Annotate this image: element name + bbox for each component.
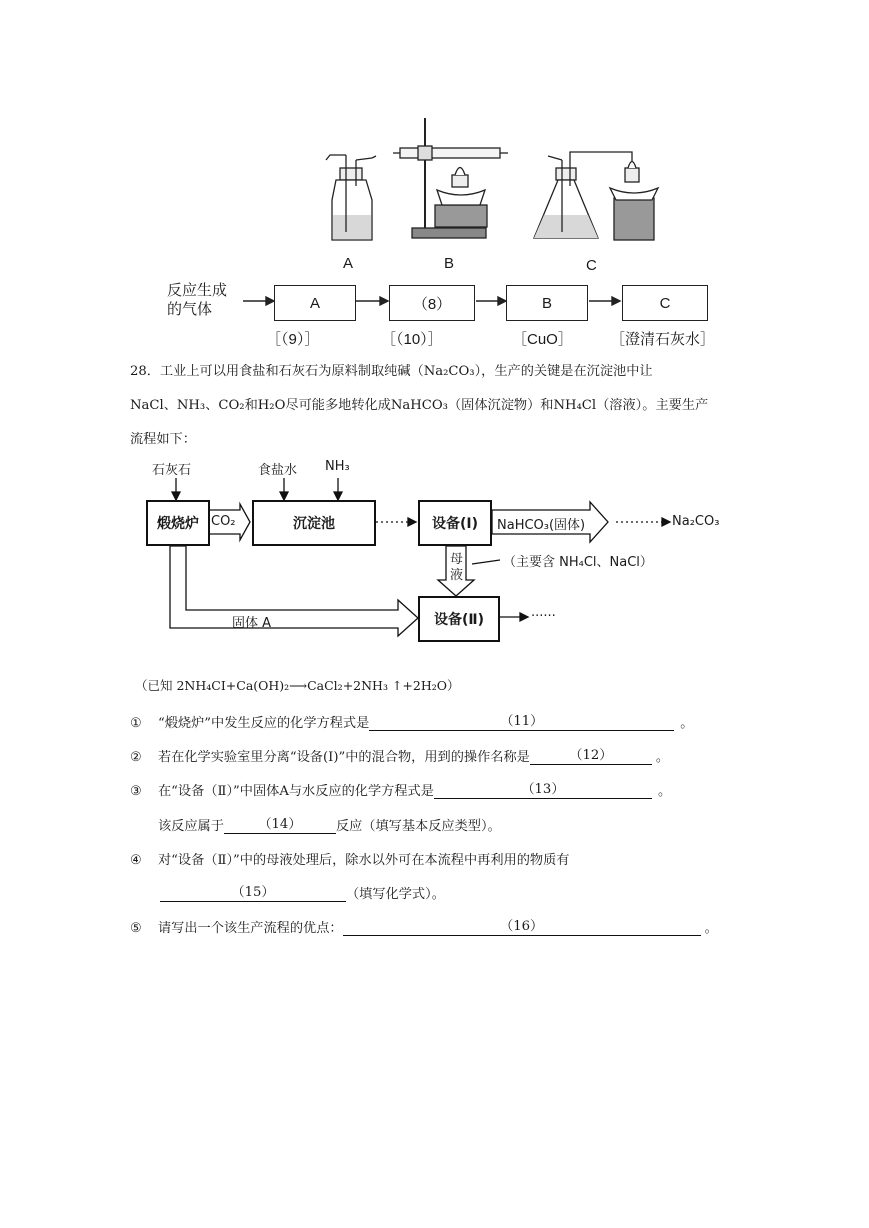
answer-blank-13[interactable]: （13） [434,782,652,799]
question-11 [130,712,693,731]
bracket-cuo: ［CuO］ [512,331,573,348]
question-text: 对“设备（Ⅱ）”中的母液处理后，除水以外可在本流程中再利用的物质有 [158,853,570,868]
question-end: 反应（填写基本反应类型）。 [335,819,501,834]
question-end: 。 [704,921,718,936]
flow-final-product: Na₂CO₃ [672,514,720,529]
gas-box-a: A [274,285,356,321]
gas-start-label-2: 的气体 [167,301,213,318]
question-text: 请写出一个该生产流程的优点： [158,921,343,936]
question-number: ③ [130,784,142,799]
question-14 [158,815,501,834]
tube-and-burner-b [393,118,508,238]
q28-line-2: NaCl、NH₃、CO₂和H₂O尽可能多地转化成NaHCO₃（固体沉淀物）和NH₄Cl（溶液）。主要生产 [130,398,709,413]
question-number: ① [130,716,142,731]
flow-mother-liquor-2: 液 [450,568,464,583]
flow-dots: ······ [531,609,556,624]
question-12 [130,746,669,765]
question-end: 。 [680,716,694,731]
question-end: 。 [657,784,672,799]
flow-co2-label: CO₂ [211,514,236,529]
flow-device-1: 设备(Ⅰ) [418,500,492,546]
flask-and-burner-c [534,152,658,240]
question-13 [130,780,671,799]
flow-input-brine: 食盐水 [258,463,298,478]
gas-washing-bottle-a [326,155,376,240]
flow-mother-note: （主要含 NH₄Cl、NaCl） [503,555,653,570]
question-number: ⑤ [130,921,142,936]
question-number: ④ [130,853,142,868]
q28-line-3: 流程如下： [130,432,196,447]
flow-furnace: 煅烧炉 [146,500,210,546]
gas-start-label-1: 反应生成 [167,282,228,299]
known-equation: （已知 2NH₄CI+Ca(OH)₂⟶CaCl₂+2NH₃ ↑+2H₂O） [135,678,460,693]
question-15 [160,883,445,902]
gas-box-b: B [506,285,588,321]
question-end: （填写化学式）。 [346,887,445,902]
bracket-limewater: ［澄清石灰水］ [610,331,716,348]
answer-blank-12[interactable]: （12） [530,748,652,765]
flow-mother-liquor-1: 母 [450,552,464,567]
flow-product-label: NaHCO₃(固体) [497,518,586,533]
question-16 [130,917,718,936]
answer-blank-15[interactable]: （15） [160,885,346,902]
flow-solid-a-label: 固体 A [232,616,272,631]
question-end: 。 [655,750,670,765]
q28-line-1: 28．工业上可以用食盐和石灰石为原料制取纯碱（Na₂CO₃），生产的关键是在沉淀池中让 [130,364,653,379]
question-15-intro [130,849,569,868]
question-text: 若在化学实验室里分离“设备(Ⅰ)”中的混合物，用到的操作名称是 [158,750,530,765]
apparatus-label-b: B [444,255,455,272]
question-text: 在“设备（Ⅱ）”中固体A与水反应的化学方程式是 [158,784,434,799]
question-text: “煅烧炉”中发生反应的化学方程式是 [158,716,370,731]
gas-box-c: C [622,285,708,321]
flow-input-limestone: 石灰石 [152,463,192,478]
gas-box-8: （8） [389,285,475,321]
answer-blank-16[interactable]: （16） [343,919,701,936]
flow-input-nh3: NH₃ [325,459,350,474]
apparatus-drawing [0,0,869,260]
flow-precipitation-tank: 沉淀池 [252,500,376,546]
answer-blank-14[interactable]: （14） [224,817,336,834]
question-number: ② [130,750,142,765]
apparatus-label-a: A [343,255,354,272]
bracket-9: ［（9）］ [266,331,320,348]
bracket-10: ［（10）］ [381,331,443,348]
question-text: 该反应属于 [158,819,224,834]
apparatus-label-c: C [586,257,597,274]
answer-blank-11[interactable]: （11） [369,714,674,731]
flow-device-2: 设备(Ⅱ) [418,596,500,642]
